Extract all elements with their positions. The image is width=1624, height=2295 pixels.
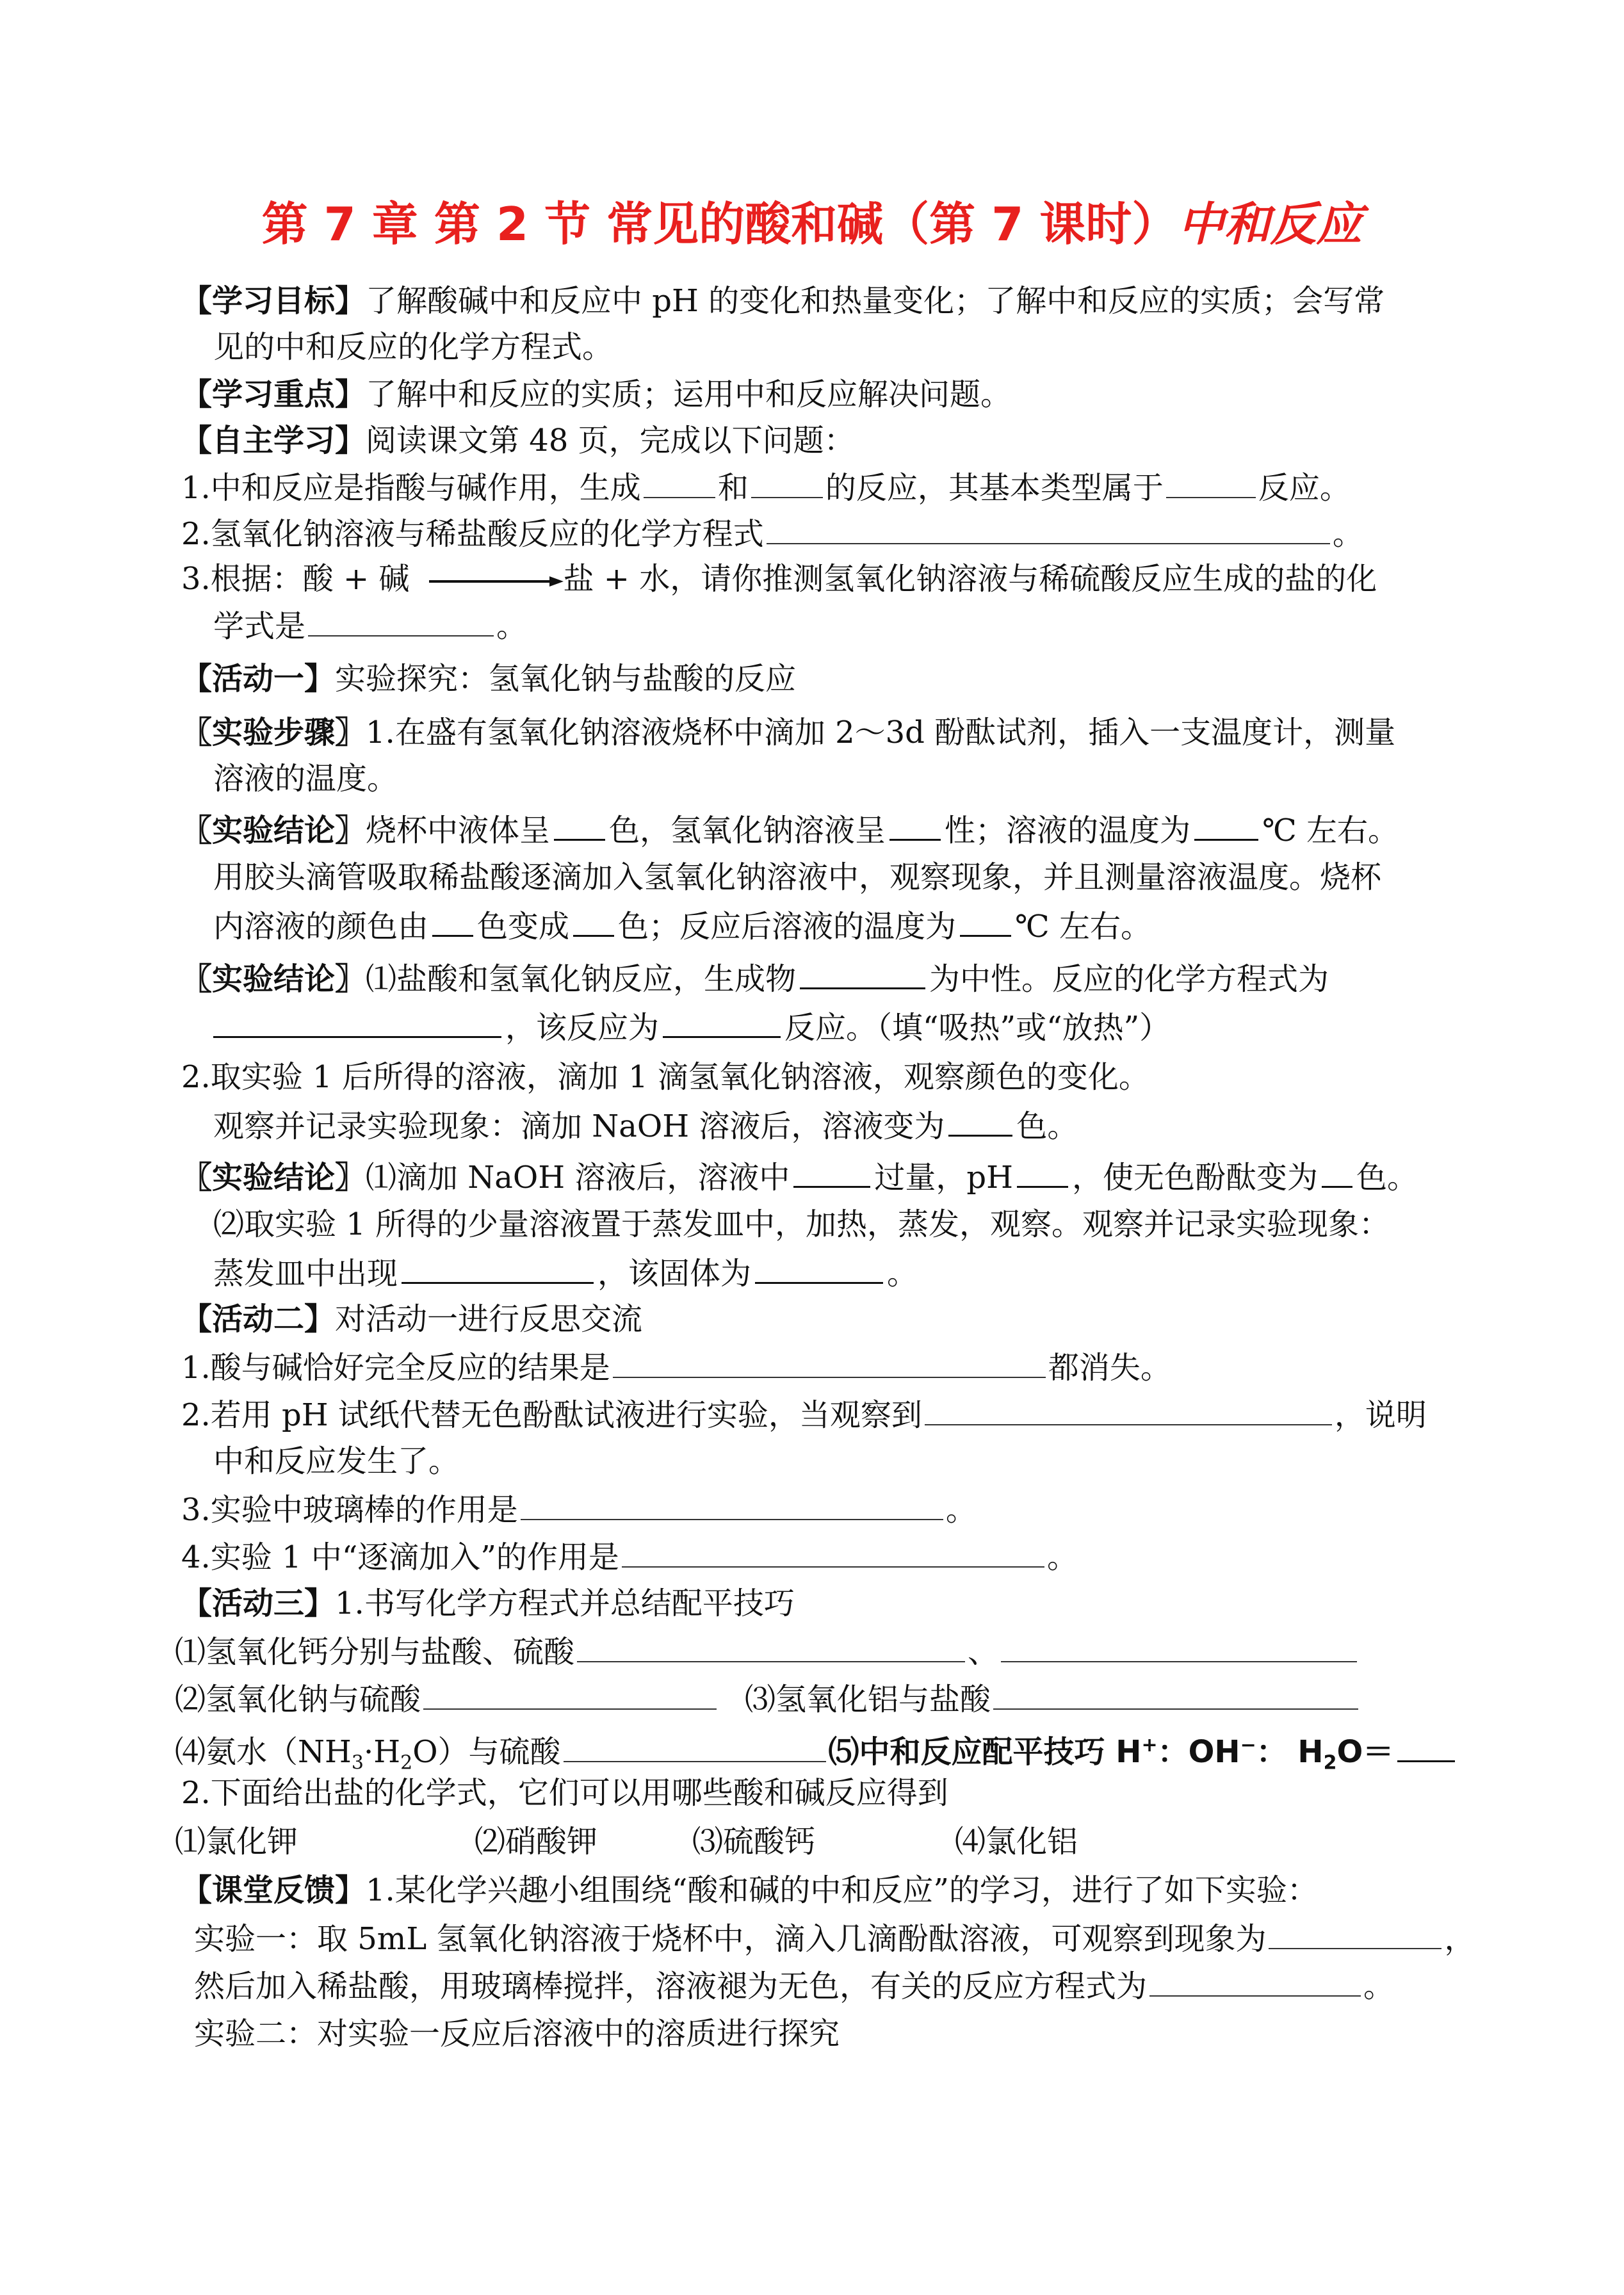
act2-q3-text-b: 。 (945, 1492, 977, 1528)
act3-r3-text-g: O＝ (1336, 1734, 1394, 1770)
self-q3-text-b: 盐 + 水，请你推测氢氧化钠溶液与稀硫酸反应生成的盐的化 (563, 561, 1377, 597)
goals-text-2: 见的中和反应的化学方程式。 (213, 329, 613, 365)
act1-conclusion-2-cont (213, 1005, 1170, 1048)
feedback-exp1-cont (194, 1965, 1394, 2007)
blank[interactable] (644, 466, 715, 498)
act3-r1-text-b: 、 (968, 1634, 999, 1670)
c3-text-d: 色。 (1356, 1160, 1418, 1196)
conclusion-label: 〖实验结论〗 (181, 813, 366, 848)
blank[interactable] (1001, 1630, 1357, 1662)
conclusion-label: 〖实验结论〗 (181, 1160, 366, 1196)
salt-item: ⑶硫酸钙 (692, 1824, 816, 1860)
s2-text-a: 2.取实验 1 后所得的溶液，滴加 1 滴氢氧化钠溶液，观察颜色的变化。 (181, 1059, 1149, 1095)
salt-item: ⑵硝酸钾 (475, 1824, 598, 1860)
superscript: − (1240, 1734, 1256, 1756)
blank[interactable] (554, 808, 605, 841)
c3-text-e: ⑵取实验 1 所得的少量溶液置于蒸发皿中，加热，蒸发，观察。观察并记录实验现象： (213, 1206, 1390, 1242)
blank[interactable] (1017, 1155, 1068, 1188)
self-q3-text-d: 。 (496, 608, 528, 644)
act1-conclusion-2 (181, 957, 1329, 1000)
act1-text: 实验探究：氢氧化钠与盐酸的反应 (335, 661, 797, 697)
key-line (181, 374, 1011, 415)
steps-text-a: 1.在盛有氢氧化钠溶液烧杯中滴加 2～3d 酚酞试剂，插入一支温度计，测量 (366, 715, 1396, 750)
fb-e1-text-b: ， (1444, 1921, 1475, 1957)
self-q1 (181, 466, 1351, 508)
goals-line-1 (181, 280, 1384, 321)
s2-text-b: 观察并记录实验现象：滴加 NaOH 溶液后，溶液变为 (213, 1108, 945, 1144)
act3-r3-text-a: ⑷氨水（NH (175, 1734, 352, 1770)
self-q3-text-a: 3.根据：酸 + 碱 (181, 561, 410, 597)
c3-text-a: ⑴滴加 NaOH 溶液后，溶液中 (366, 1160, 790, 1196)
act2-q1 (181, 1346, 1171, 1388)
self-q1-text-d: 反应。 (1258, 470, 1351, 506)
blank[interactable] (432, 904, 473, 937)
blank[interactable] (1322, 1155, 1352, 1188)
self-label: 【自主学习】 (181, 423, 366, 458)
blank[interactable] (573, 904, 614, 937)
blank[interactable] (1194, 808, 1258, 841)
key-text: 了解中和反应的实质；运用中和反应解决问题。 (366, 377, 1012, 412)
blank[interactable] (521, 1488, 943, 1520)
subscript: 3 (351, 1751, 364, 1774)
blank[interactable] (213, 1005, 501, 1038)
act3-r2 (175, 1678, 1361, 1720)
blank[interactable] (793, 1155, 870, 1188)
act3-r1 (175, 1630, 1360, 1673)
act2-text: 对活动一进行反思交流 (335, 1301, 643, 1337)
c1-text-c: 性；溶液的温度为 (945, 813, 1191, 848)
act3-label: 【活动三】 (181, 1585, 336, 1621)
self-q2-text-b: 。 (1332, 516, 1363, 552)
c1-text-e: 用胶头滴管吸取稀盐酸逐滴加入氢氧化钠溶液中，观察现象，并且测量溶液温度。烧杯 (213, 859, 1382, 895)
act3-q2 (181, 1772, 948, 1813)
fb-e2-text: 实验二：对实验一反应后溶液中的溶质进行探究 (194, 2016, 840, 2052)
act3-r2-text-b: ⑶氢氧化铝与盐酸 (745, 1682, 991, 1717)
c1-text-h: 色；反应后溶液的温度为 (618, 909, 957, 945)
blank[interactable] (960, 904, 1011, 937)
act3-r3-text-f: ： H (1256, 1734, 1324, 1770)
feedback-heading (181, 1870, 1318, 1911)
salt-item: ⑴氯化钾 (175, 1824, 298, 1860)
c3-text-b: 过量，pH (874, 1160, 1013, 1196)
superscript: + (1141, 1734, 1158, 1756)
steps-text-b: 溶液的温度。 (213, 761, 398, 797)
fb-e1-text-d: 。 (1363, 1968, 1395, 2004)
act2-q2-text-c: 中和反应发生了。 (213, 1443, 460, 1479)
feedback-exp2 (194, 2013, 840, 2054)
c2-text-b: 为中性。反应的化学方程式为 (929, 961, 1329, 997)
subscript: 2 (1323, 1751, 1337, 1774)
self-q2-text-a: 2.氢氧化钠溶液与稀盐酸反应的化学方程式 (181, 516, 764, 552)
act2-q2-text-a: 2.若用 pH 试纸代替无色酚酞试液进行实验，当观察到 (181, 1397, 922, 1433)
blank[interactable] (767, 512, 1330, 544)
self-q2 (181, 512, 1363, 555)
blank[interactable] (423, 1678, 717, 1710)
act1-steps-cont (213, 758, 398, 799)
act2-q2-text-b: ，说明 (1334, 1397, 1427, 1433)
blank[interactable] (402, 1251, 594, 1284)
blank[interactable] (755, 1251, 883, 1284)
key-label: 【学习重点】 (181, 377, 366, 412)
feedback-label: 【课堂反馈】 (181, 1872, 366, 1908)
c3-text-c: ，使无色酚酞变为 (1071, 1160, 1318, 1196)
act3-r3-text-e: ：OH (1157, 1734, 1240, 1770)
blank[interactable] (889, 808, 941, 841)
c2-text-a: ⑴盐酸和氢氧化钠反应，生成物 (366, 961, 797, 997)
fb-e1-text-c: 然后加入稀盐酸，用玻璃棒搅拌，溶液褪为无色，有关的反应方程式为 (194, 1968, 1148, 2004)
title-main: 第 7 章 第 2 节 常见的酸和碱（第 7 课时） (261, 197, 1178, 251)
act2-q3 (181, 1488, 977, 1530)
act3-r2-text-a: ⑵氢氧化钠与硫酸 (175, 1682, 421, 1717)
blank[interactable] (564, 1730, 826, 1762)
blank[interactable] (663, 1005, 781, 1038)
act1-conclusion-3-cont2 (213, 1251, 918, 1294)
act1-conclusion-3-cont (213, 1204, 1390, 1245)
self-q3-text-c: 学式是 (213, 608, 306, 644)
conclusion-label: 〖实验结论〗 (181, 961, 366, 997)
act3-heading (181, 1583, 795, 1624)
self-q1-text-b: 和 (717, 470, 749, 506)
fb-e1-text-a: 实验一：取 5mL 氢氧化钠溶液于烧杯中，滴入几滴酚酞溶液，可观察到现象为 (194, 1921, 1267, 1957)
act3-r1-text-a: ⑴氢氧化钙分别与盐酸、硫酸 (175, 1634, 575, 1670)
blank[interactable] (622, 1536, 1044, 1568)
c2-text-c: ，该反应为 (505, 1010, 660, 1046)
goals-line-2 (213, 327, 613, 368)
salt-item: ⑷氯化铝 (955, 1824, 1078, 1860)
act1-label: 【活动一】 (181, 661, 336, 697)
act1-conclusion-1 (181, 808, 1399, 851)
blank[interactable] (613, 1346, 1046, 1378)
title-italic: 中和反应 (1178, 197, 1363, 251)
act2-q1-text-b: 都消失。 (1048, 1350, 1171, 1386)
c1-text-b: 色，氢氧化钠溶液呈 (609, 813, 886, 848)
act1-conclusion-1-cont (213, 857, 1381, 898)
act2-q2 (181, 1393, 1427, 1436)
blank[interactable] (925, 1393, 1332, 1425)
act3-q2-text: 2.下面给出盐的化学式，它们可以用哪些酸和碱反应得到 (181, 1775, 948, 1811)
self-q3 (181, 558, 1377, 599)
c1-text-i: ℃ 左右。 (1015, 909, 1152, 945)
blank[interactable] (993, 1678, 1358, 1710)
c2-text-d: 反应。（填“吸热”或“放热”） (784, 1010, 1171, 1046)
act3-r3-text-c: O）与硫酸 (412, 1734, 561, 1770)
c3-text-f: 蒸发皿中出现 (213, 1256, 398, 1292)
goals-label: 【学习目标】 (181, 283, 366, 319)
act2-q4 (181, 1536, 1078, 1578)
act1-steps (181, 712, 1395, 753)
act2-q4-text-a: 4.实验 1 中“逐滴加入”的作用是 (181, 1539, 619, 1575)
act1-heading (181, 658, 796, 699)
c3-text-g: ，该固体为 (597, 1256, 752, 1292)
c1-text-a: 烧杯中液体呈 (366, 813, 551, 848)
act1-conclusion-3 (181, 1155, 1418, 1198)
c3-text-h: 。 (887, 1256, 918, 1292)
self-q1-text-c: 的反应，其基本类型属于 (825, 470, 1164, 506)
feedback-exp1 (194, 1917, 1475, 1959)
act1-conclusion-1-cont2 (213, 904, 1151, 947)
reaction-arrow-icon (429, 575, 564, 588)
act1-step-2 (181, 1057, 1149, 1098)
self-study-line (181, 420, 855, 461)
act1-step-2-observe (213, 1104, 1078, 1147)
act3-r3-text-b: ·H (363, 1734, 401, 1770)
act3-r3-text-d: ⑸中和反应配平技巧 H (828, 1734, 1142, 1770)
act2-label: 【活动二】 (181, 1301, 336, 1337)
act3-text: 1.书写化学方程式并总结配平技巧 (335, 1585, 795, 1621)
self-q1-text-a: 1.中和反应是指酸与碱作用，生成 (181, 470, 641, 506)
blank[interactable] (1397, 1730, 1455, 1762)
act2-q4-text-b: 。 (1046, 1539, 1078, 1575)
blank[interactable] (1166, 466, 1256, 498)
subscript: 2 (400, 1751, 413, 1774)
c1-text-d: ℃ 左右。 (1262, 813, 1399, 848)
blank[interactable] (948, 1104, 1012, 1137)
blank[interactable] (800, 957, 925, 989)
feedback-text: 1.某化学兴趣小组围绕“酸和碱的中和反应”的学习，进行了如下实验： (366, 1872, 1318, 1908)
act2-q1-text-a: 1.酸与碱恰好完全反应的结果是 (181, 1350, 610, 1386)
act2-q2-cont (213, 1441, 459, 1482)
self-text: 阅读课文第 48 页，完成以下问题： (366, 423, 855, 458)
blank[interactable] (308, 604, 494, 637)
blank[interactable] (1149, 1965, 1361, 1997)
c1-text-f: 内溶液的颜色由 (213, 909, 429, 945)
goals-text-1: 了解酸碱中和反应中 pH 的变化和热量变化；了解中和反应的实质；会写常 (366, 283, 1385, 319)
blank[interactable] (577, 1630, 965, 1662)
act2-q3-text-a: 3.实验中玻璃棒的作用是 (181, 1492, 518, 1528)
act2-heading (181, 1299, 642, 1340)
s2-text-c: 色。 (1016, 1108, 1078, 1144)
self-q3-cont (213, 604, 527, 647)
c1-text-g: 色变成 (477, 909, 570, 945)
steps-label: 〖实验步骤〗 (181, 715, 366, 750)
blank[interactable] (1269, 1917, 1441, 1949)
blank[interactable] (751, 466, 823, 498)
page-title (0, 192, 1624, 256)
